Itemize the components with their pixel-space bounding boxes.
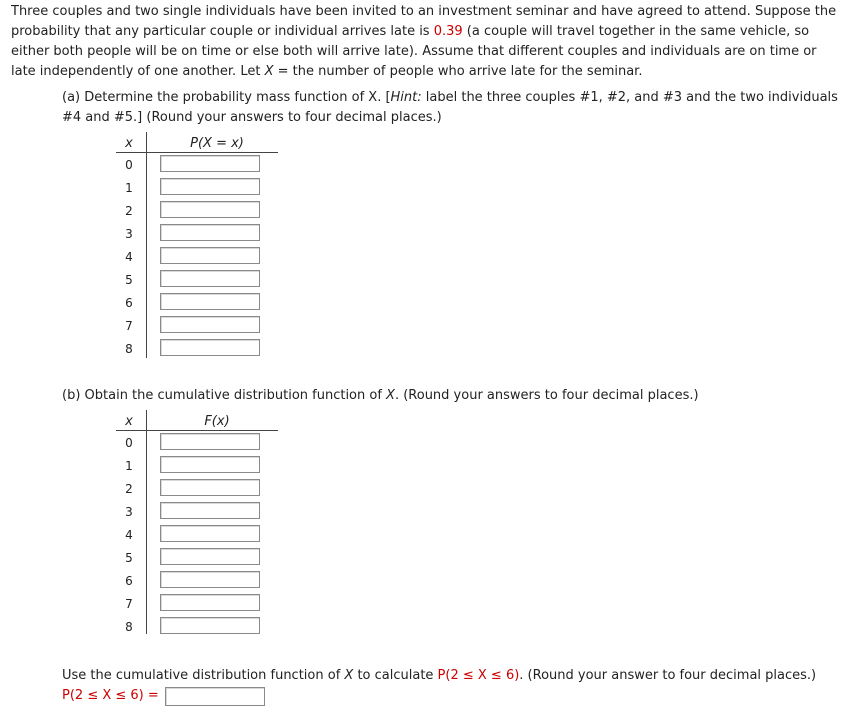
pmf-row — [116, 199, 278, 222]
cdf-x-value: 8 — [125, 620, 133, 634]
cdf-x-value: 2 — [125, 482, 133, 496]
pmf-answer-input[interactable] — [160, 224, 260, 241]
pmf-table-rows — [116, 153, 278, 360]
pmf-table-header — [116, 136, 278, 153]
hint-label: Hint: — [390, 90, 422, 105]
cdf-x-value: 7 — [125, 597, 133, 611]
cdf-table-header — [116, 414, 278, 431]
cdf-x-value: 6 — [125, 574, 133, 588]
cdf-row — [116, 569, 278, 592]
part-c-answer — [62, 686, 265, 706]
pmf-row — [116, 314, 278, 337]
cdf-col-x: x — [125, 414, 133, 429]
cdf-table-rows — [116, 431, 278, 638]
cdf-row — [116, 546, 278, 569]
pmf-row — [116, 291, 278, 314]
pmf-row — [116, 268, 278, 291]
part-a-text-2: . [ — [377, 90, 391, 105]
intro-text-3: = the number of people who arrive late for the seminar. — [273, 64, 643, 79]
pmf-row — [116, 245, 278, 268]
part-c-expression: P(2 ≤ X ≤ 6) — [437, 668, 520, 683]
part-c-text-3: . (Round your answer to four decimal places.) — [519, 668, 817, 683]
cdf-col-f: F(x) — [204, 414, 230, 429]
cdf-answer-input[interactable] — [160, 571, 260, 588]
cdf-answer-input[interactable] — [160, 525, 260, 542]
cdf-answer-input[interactable] — [160, 456, 260, 473]
cdf-answer-input[interactable] — [160, 502, 260, 519]
pmf-x-value: 3 — [125, 227, 133, 241]
pmf-row — [116, 176, 278, 199]
cdf-x-value: 4 — [125, 528, 133, 542]
pmf-answer-input[interactable] — [160, 339, 260, 356]
part-c-answer-label: P(2 ≤ X ≤ 6) = — [62, 688, 159, 703]
pmf-answer-input[interactable] — [160, 293, 260, 310]
cdf-x-value: 5 — [125, 551, 133, 565]
pmf-answer-input[interactable] — [160, 178, 260, 195]
part-b-text-1: (b) Obtain the cumulative distribution function of — [62, 388, 387, 403]
cdf-row — [116, 454, 278, 477]
pmf-x-value: 4 — [125, 250, 133, 264]
cdf-row — [116, 431, 278, 454]
cdf-x-value: 0 — [125, 436, 133, 450]
cdf-row — [116, 477, 278, 500]
pmf-answer-input[interactable] — [160, 201, 260, 218]
part-a-text-3: label the three couples #1, #2, and #3 and the two individuals #4 and #5.] (Round your answers to four decimal places.) — [62, 90, 838, 125]
cdf-answer-input[interactable] — [160, 617, 260, 634]
cdf-table — [116, 414, 278, 638]
cdf-x-value: 3 — [125, 505, 133, 519]
pmf-row — [116, 153, 278, 176]
part-a-text-1: (a) Determine the probability mass function of — [62, 90, 369, 105]
cdf-row — [116, 615, 278, 638]
pmf-x-value: 7 — [125, 319, 133, 333]
pmf-answer-input[interactable] — [160, 316, 260, 333]
pmf-x-value: 1 — [125, 181, 133, 195]
pmf-x-value: 0 — [125, 158, 133, 172]
cdf-x-value: 1 — [125, 459, 133, 473]
part-c-text-1: Use the cumulative distribution function of — [62, 668, 345, 683]
part-c-text-2: to calculate — [353, 668, 438, 683]
part-b-prompt — [62, 386, 699, 406]
pmf-col-prob: P(X = x) — [190, 136, 244, 151]
cdf-answer-input[interactable] — [160, 594, 260, 611]
pmf-x-value: 8 — [125, 342, 133, 356]
cdf-answer-input[interactable] — [160, 479, 260, 496]
part-b-text-2: . (Round your answers to four decimal places.) — [394, 388, 699, 403]
late-probability: 0.39 — [433, 24, 463, 39]
problem-intro — [11, 2, 841, 82]
pmf-x-value: 6 — [125, 296, 133, 310]
pmf-row — [116, 337, 278, 360]
part-c-answer-input[interactable] — [165, 687, 265, 706]
pmf-x-value: 2 — [125, 204, 133, 218]
cdf-answer-input[interactable] — [160, 548, 260, 565]
pmf-answer-input[interactable] — [160, 270, 260, 287]
part-c-prompt — [62, 666, 816, 686]
pmf-table — [116, 136, 278, 360]
intro-text-1: Three couples and two single individuals have been invited to an investment seminar and have agreed to attend. Suppose the probability that any particular couple or individual arrives late is — [11, 4, 837, 39]
pmf-x-value: 5 — [125, 273, 133, 287]
part-b-variable: X — [386, 388, 395, 403]
intro-text-2: (a couple will travel together in the same vehicle, so either both people will be on time or else both will arrive late). Assume that different couples and individuals are on time or late independently of one another. Let — [11, 24, 817, 79]
part-a-variable: X — [368, 90, 378, 105]
pmf-row — [116, 222, 278, 245]
part-a-prompt — [62, 88, 842, 128]
cdf-row — [116, 523, 278, 546]
cdf-row — [116, 592, 278, 615]
part-c-variable: X — [344, 668, 354, 683]
cdf-row — [116, 500, 278, 523]
pmf-answer-input[interactable] — [160, 155, 260, 172]
cdf-answer-input[interactable] — [160, 433, 260, 450]
pmf-col-x: x — [125, 136, 133, 151]
variable-x: X — [264, 64, 274, 79]
pmf-answer-input[interactable] — [160, 247, 260, 264]
